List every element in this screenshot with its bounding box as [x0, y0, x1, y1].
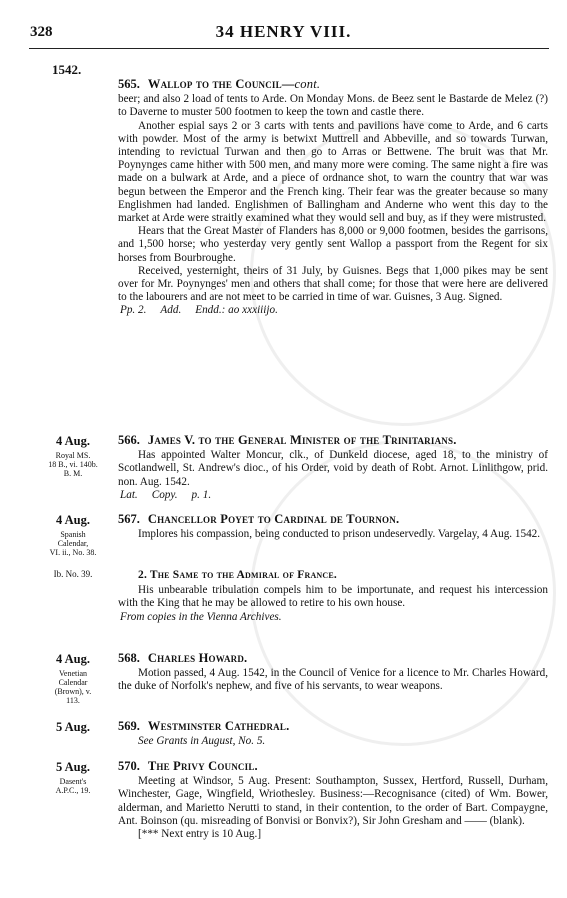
source-line: 113. [66, 696, 80, 705]
entry-paragraph: Has appointed Walter Moncur, clk., of Dunkeld diocese, aged 18, to the ministry of Scotlandwell, St. Andrew's dioc., of his Order, void by death of Robt. Arnot. Linlithgow, prid. non. Aug. 1542. [118, 449, 548, 488]
entry-body [118, 513, 548, 541]
entry-footnote [120, 489, 548, 502]
entry-margin [30, 513, 116, 557]
entry-margin [30, 652, 116, 705]
entry-body [118, 78, 548, 318]
entry-paragraph: Implores his compassion, being conducted to prison undeservedly. Vargelay, 4 Aug. 1542. [138, 528, 541, 541]
entry-body [118, 720, 548, 748]
entry-body [118, 568, 548, 624]
next-entry-note: [*** Next entry is 10 Aug.] [138, 828, 262, 841]
entry-number: 566. [118, 433, 140, 447]
source-line: Calendar [58, 678, 88, 687]
entry-number: 569. [118, 719, 140, 733]
entry-paragraph: His unbearable tribulation compels him to be importunate, and request his intercession with the King that he may be allowed to retire to his own house. [118, 584, 548, 610]
source-line: Dasent's [59, 777, 87, 786]
entry-date: 5 Aug. [55, 720, 91, 734]
foot-lang: Lat. [120, 488, 138, 501]
entry-title-suffix: cont. [294, 77, 321, 91]
entry-title: Westminster Cathedral. [147, 719, 290, 733]
entry-number: 568. [118, 651, 140, 665]
entry-margin [30, 568, 116, 581]
source-line: VI. ii., No. 38. [49, 548, 97, 557]
page-header [0, 20, 567, 44]
entry-title: Wallop to the Council— [147, 77, 295, 91]
header-rule [29, 48, 549, 49]
entry-date: 4 Aug. [55, 434, 91, 448]
see-reference: See Grants in August, No. 5. [138, 735, 266, 748]
entry-paragraph: Meeting at Windsor, 5 Aug. Present: Southampton, Sussex, Hertford, Russell, Durham, Winchester, Gage, Wingfield, Wriothesley. Business:—Recognisance (cited) of Wm. Bower, alderman, and Marietto Nerutti to stand, in their contention, to the order of Bart. Compaygne, Ant. Boinson (qu. misreading of Bonvisi or Bonvix?), Sir John Gresham and —— (blank). [118, 775, 548, 827]
foot-pages: p. 1. [191, 488, 212, 501]
foot-add: Add. [160, 304, 182, 317]
running-title: 34 HENRY VIII. [215, 22, 352, 41]
source-line: Ib. No. 39. [53, 569, 93, 579]
entry-number: 570. [118, 759, 140, 773]
entry-number: 567. [118, 512, 140, 526]
entry-body [118, 434, 548, 502]
entry-paragraph: Hears that the Great Master of Flanders has 8,000 or 9,000 footmen, besides the garrisons, and 1,500 horse; who yesterday very gently sent Wallop a passport from the Regent for six horses from Bourbroughe. [118, 225, 548, 264]
foot-endd: Endd.: ao xxxiiijo. [195, 304, 278, 317]
entry-margin [30, 760, 116, 795]
entry-heading [118, 720, 548, 733]
source-line: Calendar, [57, 539, 89, 548]
entry-paragraph: Motion passed, 4 Aug. 1542, in the Council of Venice for a licence to Mr. Charles Howard, the duke of Norfolk's nephew, and five of his servants, to wear weapons. [118, 667, 548, 693]
source-line: (Brown), v. [54, 687, 92, 696]
entry-heading [118, 760, 548, 773]
entry-heading [118, 434, 548, 447]
entry-title: Chancellor Poyet to Cardinal de Tournon. [147, 512, 400, 526]
source-line: Venetian [59, 669, 87, 678]
entry-subheading [118, 568, 548, 582]
entry-paragraph: Received, yesternight, theirs of 31 July, by Guisnes. Begs that 1,000 pikes may be sent over for Mr. Poynynges' men and others that shall come; for those that were here are delivered to the labourers and are not meet to be carried in time of war. Guisnes, 3 Aug. Signed. [118, 264, 548, 304]
foot-copy: Copy. [151, 488, 178, 501]
entry-heading [118, 78, 548, 91]
source-line: A.P.C., 19. [55, 786, 91, 795]
entry-title: The Privy Council. [147, 759, 258, 773]
entry-date: 4 Aug. [55, 513, 91, 527]
year-label: 1542. [52, 62, 82, 77]
entry-date: 5 Aug. [55, 760, 91, 774]
entry-date: 4 Aug. [55, 652, 91, 666]
page-number: 328 [30, 24, 53, 40]
entry-footnote: From copies in the Vienna Archives. [120, 610, 282, 623]
entry-title: James V. to the General Minister of the Trinitarians. [147, 433, 457, 447]
entry-heading [118, 513, 548, 526]
entry-title: 2. The Same to the Admiral of France. [138, 569, 337, 581]
entry-paragraph: beer; and also 2 load of tents to Arde. On Monday Mons. de Beez sent le Bastarde de Melez (?) to Daverne to muster 500 footmen to keep the town and castle there. [118, 93, 548, 119]
entry-title: Charles Howard. [147, 651, 248, 665]
entry-paragraph: Another espial says 2 or 3 carts with tents and pavilions have come to Arde, and 6 carts with powder. Most of the army is betwixt Muttrell and Abbeville, and so towards Turwan, intending to revictual Turwan and then go to Arras or Bettwene. The bruit was that Mr. Poynynges came hither with 500 men, and many more were coming. The same night a fire was made on a bulwark at Arde, and a piece of ordnance shot, to warn the country that war was begun between the Emperor and the French king. Their fear was the greater because so many Englishmen had landed. Englishmen of Ballingham and Anderne who went this day to the market at Arde were straitly examined what they would sell and buy, as if they were mistrusted. [118, 119, 548, 225]
source-line: Spanish [60, 530, 86, 539]
entry-heading [118, 652, 548, 665]
source-line: B. M. [63, 469, 83, 478]
entry-footnote [120, 304, 548, 317]
foot-pages: Pp. 2. [120, 304, 147, 317]
entry-number: 565. [118, 77, 140, 91]
entry-margin [30, 720, 116, 737]
entry-body [118, 760, 548, 841]
entry-body [118, 652, 548, 694]
entry-margin [30, 434, 116, 478]
source-line: Royal MS. [55, 451, 91, 460]
source-line: 18 B., vi. 140b. [48, 460, 98, 469]
